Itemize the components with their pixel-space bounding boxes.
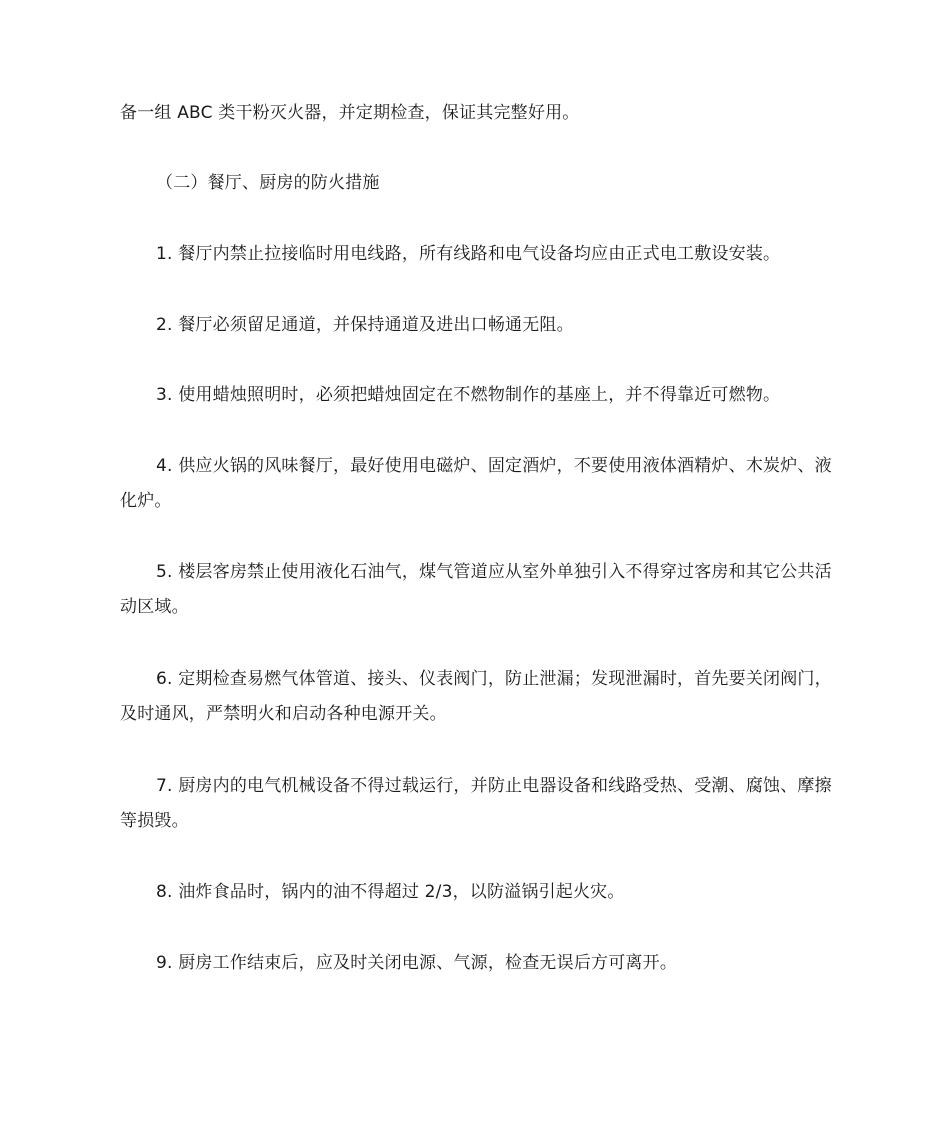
list-item-5: 5. 楼层客房禁止使用液化石油气，煤气管道应从室外单独引入不得穿过客房和其它公共活动区域。: [120, 562, 832, 617]
list-item-7: 7. 厨房内的电气机械设备不得过载运行，并防止电器设备和线路受热、受潮、腐蚀、摩擦等损毁。: [120, 776, 832, 831]
paragraph-extinguisher: 备一组 ABC 类干粉灭火器，并定期检查，保证其完整好用。: [120, 103, 580, 123]
list-item-9: 9. 厨房工作结束后，应及时关闭电源、气源，检查无误后方可离开。: [156, 953, 678, 973]
list-item-1: 1. 餐厅内禁止拉接临时用电线路，所有线路和电气设备均应由正式电工敷设安装。: [156, 244, 781, 264]
list-item-8: 8. 油炸食品时，锅内的油不得超过 2/3，以防溢锅引起火灾。: [156, 882, 625, 902]
list-item-6: 6. 定期检查易燃气体管道、接头、仪表阀门，防止泄漏；发现泄漏时，首先要关闭阀门，及时通风，严禁明火和启动各种电源开关。: [120, 669, 832, 724]
list-item-3: 3. 使用蜡烛照明时，必须把蜡烛固定在不燃物制作的基座上，并不得靠近可燃物。: [156, 385, 781, 405]
list-item-2: 2. 餐厅必须留足通道，并保持通道及进出口畅通无阻。: [156, 315, 574, 335]
list-item-4: 4. 供应火锅的风味餐厅，最好使用电磁炉、固定酒炉，不要使用液体酒精炉、木炭炉、液化炉。: [120, 456, 832, 511]
section-heading-restaurant-kitchen: （二）餐厅、厨房的防火措施: [156, 173, 380, 193]
